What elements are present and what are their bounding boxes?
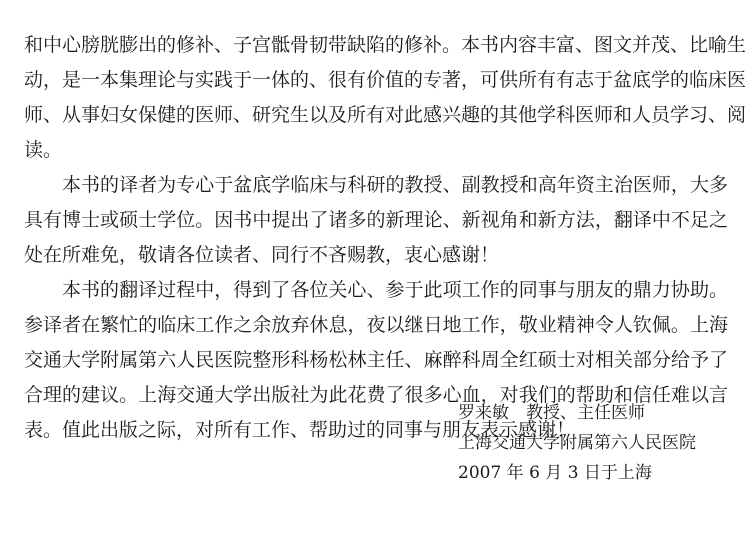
signature-date-place: 2007 年 6 月 3 日于上海 <box>458 463 652 483</box>
paragraph-1-line-2: 动，是一本集理论与实践于一体的、很有价值的专著，可供所有有志于盆底学的临床医 <box>24 69 747 91</box>
signature-block <box>458 398 728 488</box>
signature-institution: 上海交通大学附属第六人民医院 <box>458 433 696 453</box>
paragraph-3-line-3: 交通大学附属第六人民医院整形科杨松林主任、麻醉科周全红硕士对相关部分给予了 <box>24 349 728 371</box>
paragraph-3-line-5: 表。值此出版之际，对所有工作、帮助过的同事与朋友表示感谢！ <box>24 419 576 441</box>
signature-name-title: 罗来敏 教授、主任医师 <box>458 403 645 423</box>
paragraph-2-line-2: 具有博士或硕士学位。因书中提出了诸多的新理论、新视角和新方法，翻译中不足之 <box>24 209 728 231</box>
paragraph-3-line-1: 本书的翻译过程中，得到了各位关心、参于此项工作的同事与朋友的鼎力协助。 <box>62 279 728 301</box>
paragraph-3-line-4: 合理的建议。上海交通大学出版社为此花费了很多心血，对我们的帮助和信任难以言 <box>24 384 728 406</box>
paragraph-3-line-2: 参译者在繁忙的临床工作之余放弃休息，夜以继日地工作，敬业精神令人钦佩。上海 <box>24 314 728 336</box>
paragraph-1-line-1: 和中心膀胱膨出的修补、子宫骶骨韧带缺陷的修补。本书内容丰富、图文并茂、比喻生 <box>24 34 747 56</box>
paragraph-2-line-3: 处在所难免，敬请各位读者、同行不吝赐教，衷心感谢！ <box>24 244 500 266</box>
paragraph-1-line-3: 师、从事妇女保健的医师、研究生以及所有对此感兴趣的其他学科医师和人员学习、阅 <box>24 104 747 126</box>
paragraph-2-line-1: 本书的译者为专心于盆底学临床与科研的教授、副教授和高年资主治医师，大多 <box>62 174 728 196</box>
paragraph-1-line-4: 读。 <box>24 139 63 161</box>
preface-body <box>24 28 747 448</box>
